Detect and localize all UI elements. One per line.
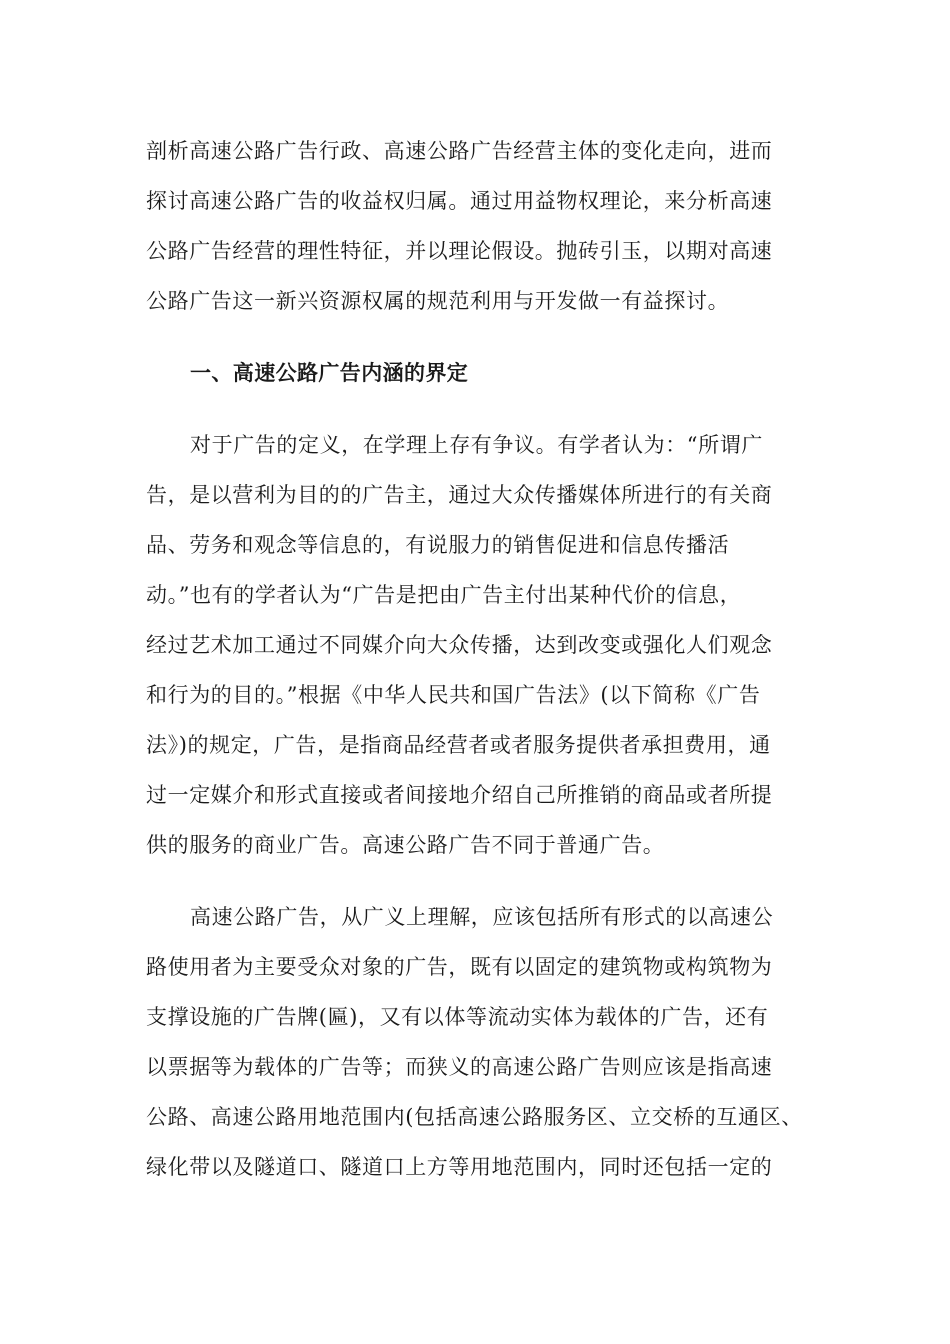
text-line: 剖析高速公路广告行政、高速公路广告经营主体的变化走向，进而 [146,139,773,163]
text-line: 告，是以营利为目的的广告主，通过大众传播媒体所进行的有关商 [146,483,773,507]
text-line: 公路、高速公路用地范围内(包括高速公路服务区、立交桥的互通区、 [146,1105,803,1129]
text-line: 品、劳务和观念等信息的，有说服力的销售促进和信息传播活 [146,533,730,557]
text-line: 公路广告经营的理性特征，并以理论假设。抛砖引玉，以期对高速 [146,239,773,263]
text-line: 过一定媒介和形式直接或者间接地介绍自己所推销的商品或者所提 [146,783,773,807]
text-line: 和行为的目的。”根据《中华人民共和国广告法》(以下简称《广告 [146,683,761,707]
text-line: 法》)的规定，广告，是指商品经营者或者服务提供者承担费用，通 [146,733,771,757]
text-line: 绿化带以及隧道口、隧道口上方等用地范围内，同时还包括一定的 [146,1155,773,1179]
text-line: 供的服务的商业广告。高速公路广告不同于普通广告。 [146,833,665,857]
text-line: 公路广告这一新兴资源权属的规范利用与开发做一有益探讨。 [146,289,730,313]
text-line: 路使用者为主要受众对象的广告，既有以固定的建筑物或构筑物为 [146,955,773,979]
section-heading: 一、高速公路广告内涵的界定 [190,361,469,385]
text-line: 探讨高速公路广告的收益权归属。通过用益物权理论，来分析高速 [146,189,773,213]
text-line: 高速公路广告，从广义上理解，应该包括所有形式的以高速公 [190,905,774,929]
text-line: 对于广告的定义，在学理上存有争议。有学者认为：“所谓广 [190,433,763,457]
text-line: 以票据等为载体的广告等；而狭义的高速公路广告则应该是指高速 [146,1055,773,1079]
text-line: 动。”也有的学者认为“广告是把由广告主付出某种代价的信息， [146,583,742,607]
text-line: 经过艺术加工通过不同媒介向大众传播，达到改变或强化人们观念 [146,633,773,657]
text-line: 支撑设施的广告牌(匾)，又有以体等流动实体为载体的广告，还有 [146,1005,769,1029]
